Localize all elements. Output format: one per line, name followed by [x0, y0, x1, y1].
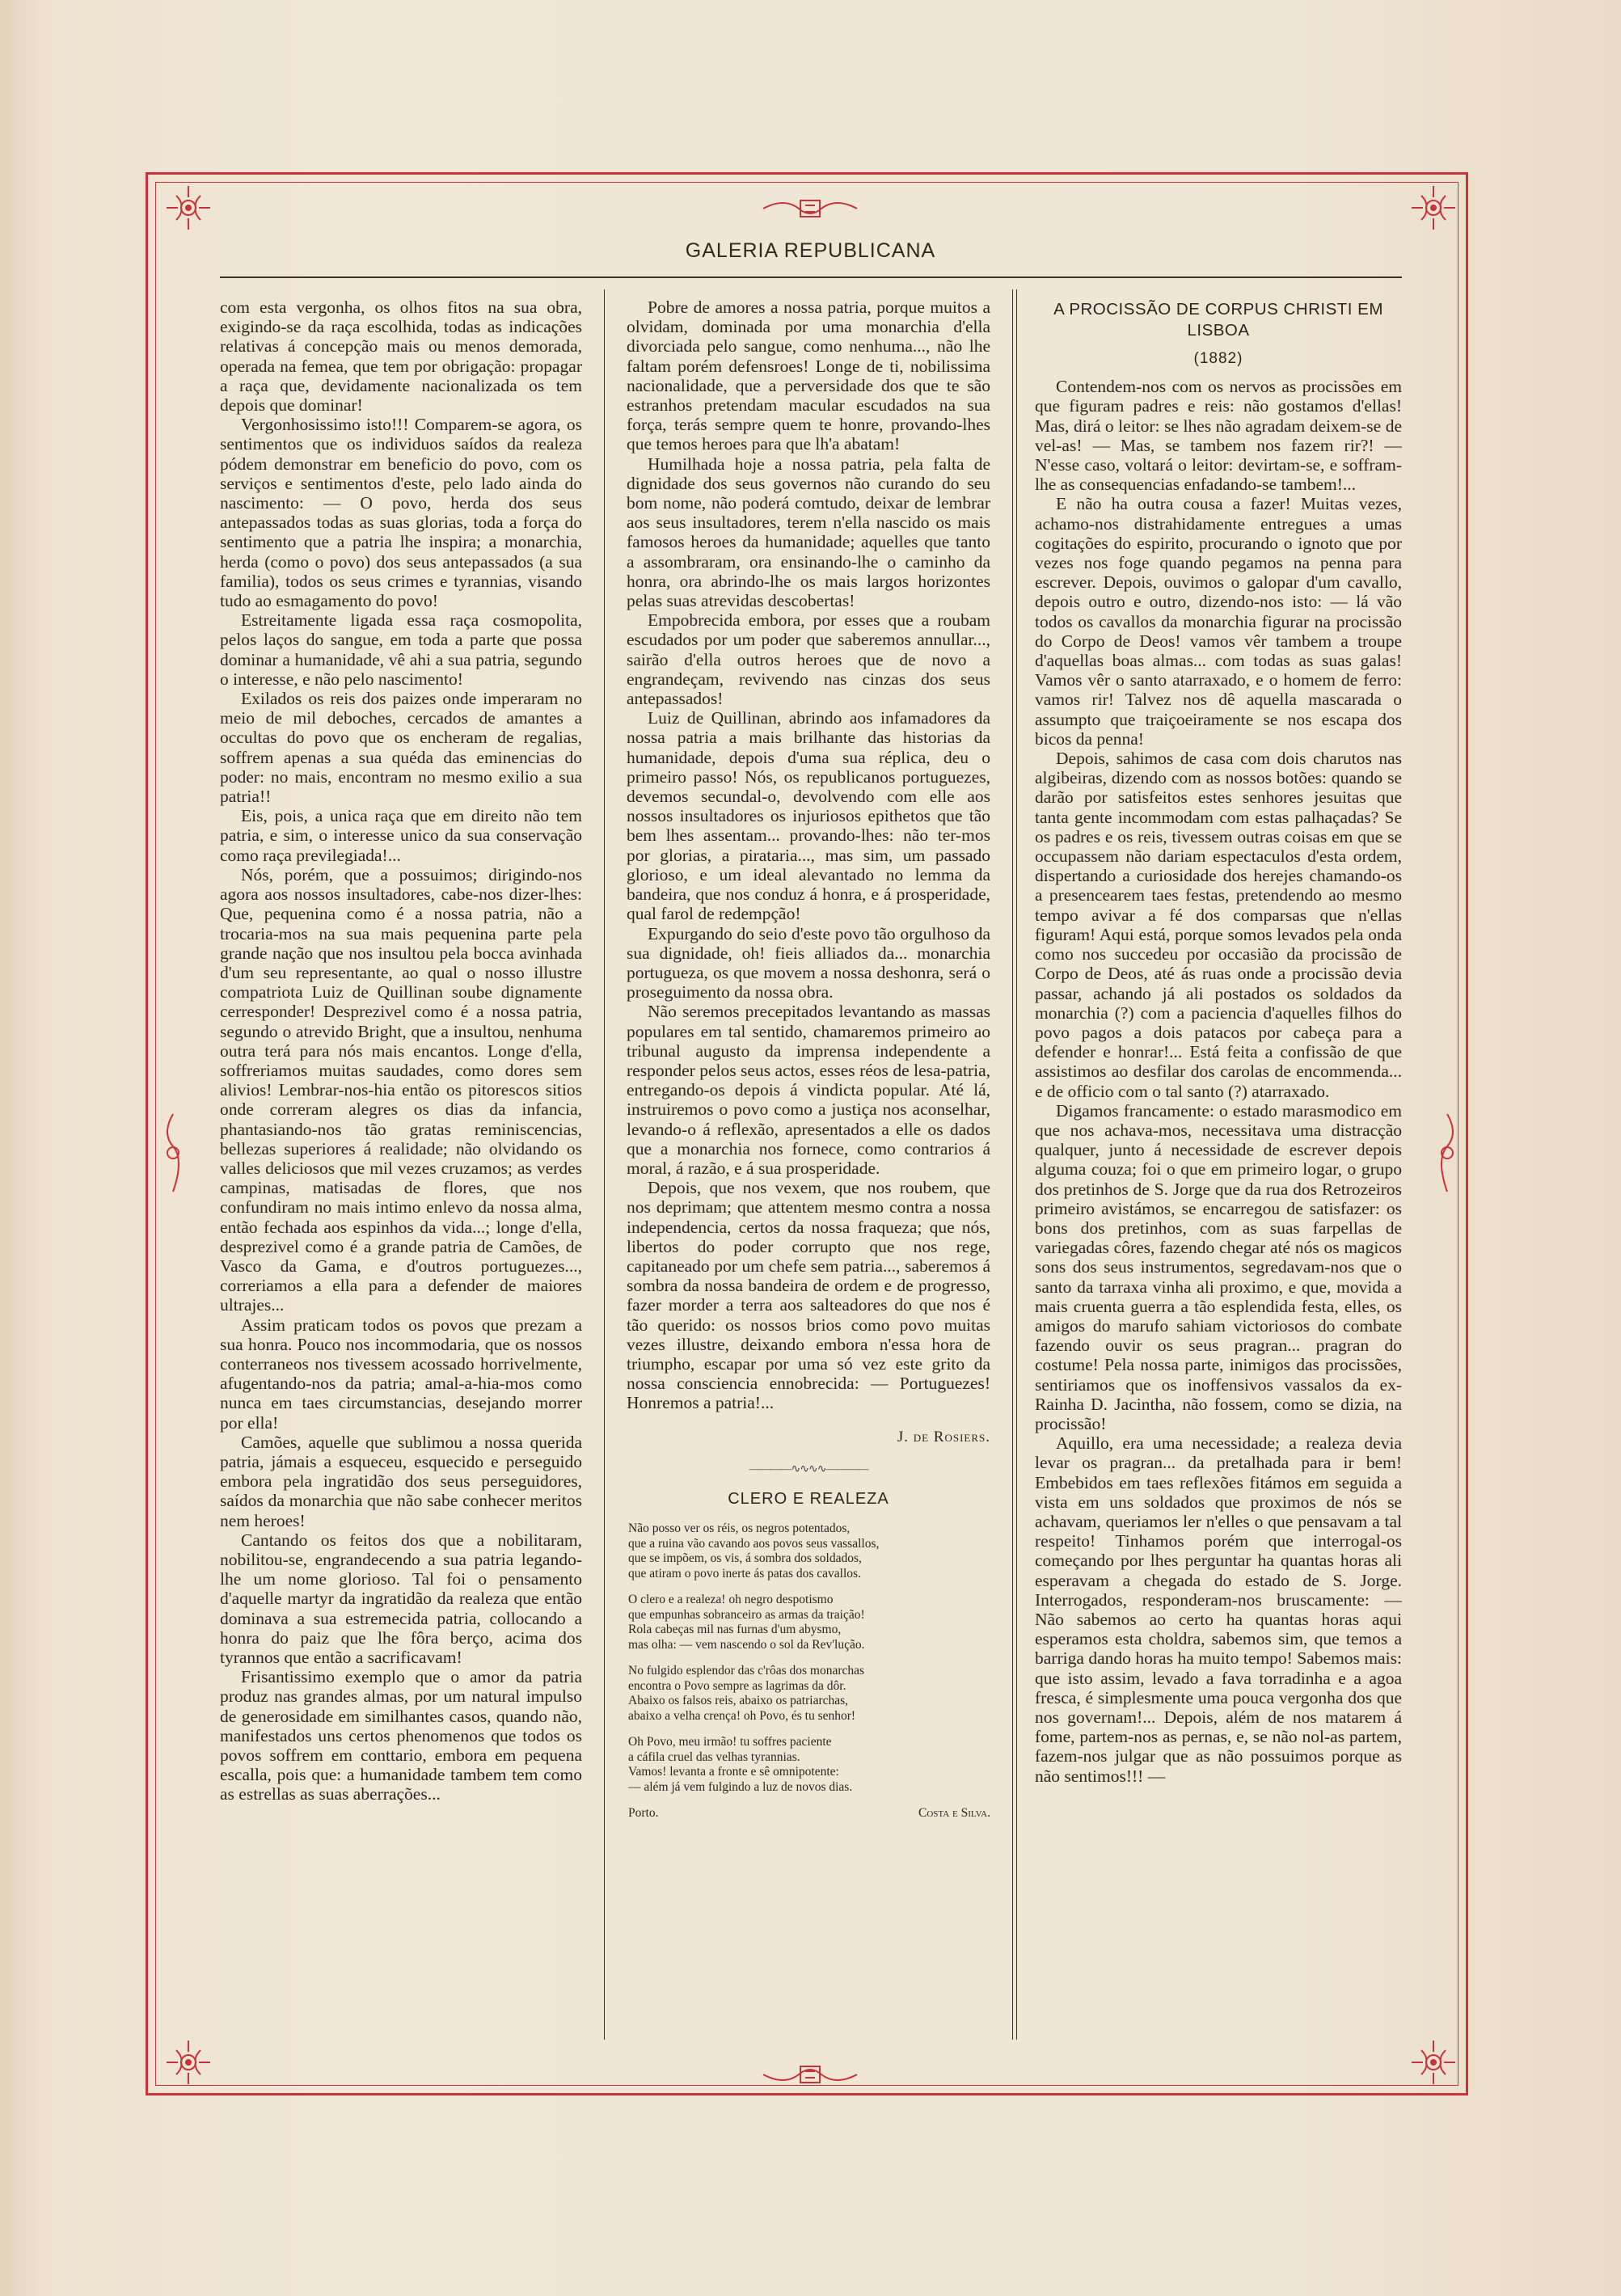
paragraph: Luiz de Quillinan, abrindo aos infamadores da nossa patria a mais brilhante das historias da humanidade, depois d'uma sua réplica, deu o primeiro passo! Nós, os republicanos portuguezes, devemos secundal-o, devolvendo com elle aos nossos insultadores os injuriosos epithetos que tão bem lhes assentam... provando-lhes: não ter-mos por glorias, a pirataria..., mas sim, um passado glorioso, e um ideal alevantado no lemma da bandeira, que nos conduz á honra, e á prosperidade, qual farol de redempção!	[627, 708, 990, 924]
article-year: (1882)	[1193, 350, 1243, 367]
paragraph: Assim praticam todos os povos que prezam a sua honra. Pouco nos incommodaria, que os nossos conterraneos nos tivessem acossado horrivelmente, afugentando-nos da patria; amal-a-hia-mos como nunca em taes circumstancias, desejando morrer por ella!	[220, 1315, 582, 1433]
corner-ornament-icon	[160, 179, 217, 236]
paragraph: Digamos francamente: o estado marasmodico em que nos achava-mos, necessitava uma distracção qualquer, junto á necessidade de escrever depois alguma couza; foi o que em primeiro logar, o grupo dos pretinhos de S. Jorge que da rua dos Retrozeiros primeiro avistámos, se encarregou de satisfazer: os bons dos pretinhos, com as suas farpellas de variegadas côres, fazendo chegar até nós os magicos sons dos seus instrumentos, segredavam-nos que o santo da tarraxa vinha ali proximo, e que, movida a mais cruenta guerra a tão esplendida festa, elles, os amigos do marufo sahiam victoriosos do combate fazendo ouvir os seus pragran... pragran do costume! Pela nossa parte, inimigos das procissões, sentiriamos que os inoffensivos vassalos da ex-Rainha D. Jacintha, não fossem, como se dizia, na procissão!	[1035, 1100, 1402, 1433]
poem-line: que se impõem, os vis, á sombra dos soldados,	[628, 1551, 862, 1566]
poem-line: Não posso ver os réis, os negros potentados,	[628, 1522, 851, 1536]
poem-stanza	[628, 1664, 990, 1724]
poem-line: que empunhas sobranceiro as armas da traição!	[628, 1607, 865, 1622]
corner-ornament-icon	[1405, 2034, 1462, 2091]
poem-line: Abaixo os falsos reis, abaixo os patriarchas,	[628, 1694, 849, 1708]
poem-line: que atiram o povo inerte ás patas dos cavallos.	[628, 1566, 861, 1581]
poem-line: a cáfila cruel das velhas tyrannias.	[628, 1749, 800, 1764]
paragraph: Frisantissimo exemplo que o amor da patria produz nas grandes almas, por um natural impulso de generosidade em similhantes casos, quando não, manifestados uns certos phenomenos que todos os povos soffrem em conttario, embora em pequena escalla, pois que: a humanidade tambem tem como as estrellas as suas aberrações...	[220, 1667, 582, 1804]
right-side-ornament-icon	[1433, 1112, 1462, 1197]
paragraph: Cantando os feitos dos que a nobilitaram, nobilitou-se, engrandecendo a sua patria legando-lhe um nome glorioso. Tal foi o pensamento d'aquelle martyr da ingratidão da realeza que então dominava a sua estremecida patria, collocando a honra do paiz que lhe fôra berço, acima dos tyrannos que então a sacrificavam!	[220, 1530, 582, 1668]
poem-line: — além já vem fulgindo a luz de novos dias.	[628, 1779, 853, 1794]
paragraph: Depois, sahimos de casa com dois charutos nas algibeiras, dizendo com as nossos botões: quando se darão por satisfeitos estes senhores jesuitas que tanta gente incommodam com estas palhaçadas? Se os padres e os reis, tivessem outras coisas em que se occupassem não dariam espectaculos d'esta ordem, dispertando a curiosidade dos herejes chamando-os a presencearem taes festas, pretendendo ao mesmo tempo avivar a fé dos comparsas que n'ellas figuram! Aqui está, porque somos levados pela onda como nos succedeu por occasião da procissão de Corpo de Deos, até ás ruas onde a procissão devia passar, achando já ali postados os soldados da monarchia (?) com a paciencia d'aquelles filhos do povo pagos a dois patacos por cabeça para a defender e honrar!... Está feita a confissão de que assistimos ao desfilar dos carolas de encommenda... e de officio com o tal santo (?) atarraxado.	[1035, 749, 1402, 1101]
paragraph: E não ha outra cousa a fazer! Muitas vezes, achamo-nos distrahidamente entregues a umas cogitações do espirito, procurando o ignoto que por vezes nos foge quando pegamos na penna para escrever. Depois, ouvimos o galopar d'um cavallo, depois outro e outro, dizendo-nos isto: — lá vão todos os cavallos da monarchia figurar na procissão do Corpo de Deos! vamos vêr tambem a troupe d'aquellas boas almas... com todas as suas galas! Vamos vêr o santo atarraxado, e o homem de ferro: vamos rir! Talvez nos dê aquella mascarada o assumpto que traiçoeiramente se nos escapa dos bicos da penna!	[1035, 494, 1402, 749]
text-column-2	[627, 298, 990, 2044]
poem-line: abaixo a velha crença! oh Povo, és tu senhor!	[628, 1708, 856, 1723]
poem-line: Oh Povo, meu irmão! tu soffres paciente	[628, 1735, 832, 1749]
text-column-3	[1035, 298, 1402, 2044]
left-side-ornament-icon	[158, 1112, 188, 1197]
poem-stanza	[628, 1593, 990, 1652]
paragraph: Não seremos precepitados levantando as massas populares em tal sentido, chamaremos primeiro ao tribunal augusto da imprensa independente a responder pelos seus actos, esses réos de lesa-patria, entregando-os depois á vindicta popular. Até lá, instruiremos o povo como a justiça nos aconselhar, levando-o á reflexão, apresentados a elle os dados que a monarchia nos fornece, como contrarios á moral, á razão, e á sua prosperidade.	[627, 1002, 990, 1178]
poem-line: que a ruina vão cavando aos povos seus vassallos,	[628, 1536, 880, 1551]
paragraph: Pobre de amores a nossa patria, porque muitos a olvidam, dominada por uma monarchia d'ella divorciada pelo sangue, como nenhuma..., não lhe faltam porém defensroes! Longe de ti, nobilissima nacionalidade, que a perversidade dos que te são estranhos pretendam macular escudados na sua força, terás sempre quem te honre, provando-lhes que temos heroes para que lh'a abatam!	[627, 298, 990, 454]
poem-author: Costa e Silva.	[918, 1806, 990, 1821]
column-divider	[1016, 289, 1017, 2040]
poem-line: No fulgido esplendor das c'rôas dos monarchas	[628, 1664, 865, 1678]
poem-title: CLERO E REALEZA	[728, 1489, 889, 1508]
poem-line: O clero e a realeza! oh negro despotismo	[628, 1593, 834, 1607]
paragraph: Estreitamente ligada essa raça cosmopolita, pelos laços do sangue, em toda a parte que possa dominar a humanidade, vê ahi a sua patria, segundo o interesse, e não pelo nascimento!	[220, 610, 582, 689]
poem-place: Porto.	[628, 1806, 659, 1821]
corner-ornament-icon	[1405, 179, 1462, 236]
column-divider	[604, 289, 605, 2040]
paragraph: Nós, porém, que a possuimos; dirigindo-nos agora aos nossos insultadores, cabe-nos dizer-lhes: Que, pequenina como é a nossa patria, não a trocaria-mos na sua mais pequenina parte pela grande nação que nos insultou pela bocca avinhada d'um seu representante, ao qual o nosso illustre compatriota Luiz de Quillinan soube dignamente cerresponder! Desprezivel como é a nossa patria, segundo o atrevido Bright, que a insultou, nenhuma outra terá para nós mais encantos. Longe d'ella, soffreriamos muitas saudades, como dores sem alivios! Lembrar-nos-hia então os pitorescos sitios onde correram alegres os dias da infancia, phantasiando-nos tão gratas reminiscencias, bellezas superiores á realidade; não olvidando os valles deliciosos que mil vezes cruzamos; as verdes campinas, matisadas de flores, que nos confundiram no mais intimo enlevo da nossa alma, então fechada aos espinhos da vida...; longe d'ella, desprezivel como é a grande patria de Camões, de Vasco da Gama, e d'outros portuguezes..., correriamos a ella para a defender de maiores ultrajes...	[220, 864, 582, 1315]
poem-stanza	[628, 1735, 990, 1795]
poem-line: Rola cabeças mil nas furnas d'um abysmo,	[628, 1623, 842, 1637]
paragraph: Aquillo, era uma necessidade; a realeza devia levar os pragran... da pretalhada para ir bem! Embebidos em taes reflexões fitámos em seguida a vista em uns soldados que proximos de nós se achavam, queriamos ler n'elles o que pensavam a tal respeito! Tinhamos porém que interrogal-os começando por lhes perguntar ha quantas horas ali esperavam a chegada do estado de S. Jorge. Interrogados, responderam-nos bruscamente: — Não sabemos ao certo ha quantas horas aqui esperamos esta choldra, sabemos sim, que temos a barriga dando horas ha muito tempo! Sabemos mais: que isto assim, levado a fava torradinha e a agoa fresca, é simplesmente uma pouca vergonha dos que nos governam!... Depois, além de nos matarem á fome, partem-nos as pernas, e, se não nol-as partem, fazem-nos julgar que as não possuimos porque as não sentimos!!! —	[1035, 1433, 1402, 1786]
article-title: A PROCISSÃO DE CORPUS CHRISTI EM LISBOA	[1053, 300, 1383, 340]
article-signature: J. de Rosiers.	[897, 1428, 990, 1446]
poem-stanza	[628, 1522, 990, 1581]
poem-footer	[628, 1806, 990, 1821]
paragraph: Depois, que nos vexem, que nos roubem, que nos deprimam; que attentem mesmo contra a nossa independencia, certos da nossa fraqueza; que nós, libertos do poder corrupto que nos rege, capitaneado por um chefe sem patria..., saberemos á sombra da nossa bandeira de ordem e de progresso, fazer morder a terra aos salteadores do que nos é tão querido: os nossos brios como povo muitas vezes illustre, deixando embora n'essa hora de triumpho, escapar por uma só vez este grito da nossa consciencia ennobrecida: — Portuguezes! Honremos a patria!...	[627, 1178, 990, 1413]
poem-line: Vamos! levanta a fronte e sê omnipotente:	[628, 1765, 839, 1779]
paragraph: Humilhada hoje a nossa patria, pela falta de dignidade dos seus governos não curando do seu bom nome, não poderá comtudo, deixar de lembrar aos seus insultadores, terem n'ella nascido os mais famosos heroes da humanidade; aquelles que tanto a assombraram, ora ensinando-lhe o caminho da honra, ora abrindo-lhe os mais largos horizontes pelas suas atrevidas descobertas!	[627, 454, 990, 611]
paragraph: Expurgando do seio d'este povo tão orgulhoso da sua dignidade, oh! fieis alliados da... monarchia portugueza, os que movem a nossa deshonra, será o proseguimento da nossa obra.	[627, 923, 990, 1002]
header-rule	[220, 276, 1402, 278]
paragraph: Vergonhosissimo isto!!! Comparem-se agora, os sentimentos que os individuos saídos da realeza pódem demonstrar em beneficio do povo, com os serviços e sentimentos d'este, pelo lado ainda do nascimento: — O povo, herda dos seus antepassados todas as suas glorias, toda a força do sentimento que a patria lhe inspira; a monarchia, herda (como o povo) dos seus antepassados (a sua familia), todos os seus crimes e tyrannias, visando tudo ao esmagamento do povo!	[220, 415, 582, 611]
bottom-center-ornament-icon	[760, 2060, 860, 2093]
poem	[627, 1522, 990, 1821]
paragraph: Empobrecida embora, por esses que a roubam escudados por um poder que saberemos annullar..., sairão d'ella outros heroes que de novo a engrandeçam, revivendo nas cinzas dos seus antepassados!	[627, 610, 990, 709]
paragraph: com esta vergonha, os olhos fitos na sua obra, exigindo-se da raça escolhida, todas as indicações relativas á concepção mais ou menos demorada, operada na femea, que tem por obrigação: propagar a raça que, devidamente nacionalizada os tem depois que dominar!	[220, 298, 582, 416]
top-center-ornament-icon	[760, 194, 860, 227]
text-column-1	[220, 298, 582, 2044]
paragraph: Eis, pois, a unica raça que em direito não tem patria, e sim, o interesse unico da sua conservação como raça previlegiada!...	[220, 806, 582, 865]
paragraph: Contendem-nos com os nervos as procissões em que figuram padres e reis: não gostamos d'ellas! Mas, dirá o leitor: se lhes não agradam deixem-se de vel-as! — Mas, se tambem nos fazem rir?! — N'esse caso, voltará o leitor: devirtam-se, e soffram-lhe as consequencias enfadando-se tambem!...	[1035, 377, 1402, 495]
column-divider	[1012, 289, 1013, 2040]
corner-ornament-icon	[160, 2034, 217, 2091]
paragraph: Exilados os reis dos paizes onde imperaram no meio de mil deboches, cercados de amantes a occultas do povo que os encheram de regalias, soffrem apenas a sua quéda das eminencias do poder: no mais, encontram no mesmo exilio a sua patria!!	[220, 689, 582, 807]
poem-line: encontra o Povo sempre as lagrimas da dôr.	[628, 1678, 846, 1693]
paragraph: Camões, aquelle que sublimou a nossa querida patria, jámais a esqueceu, esquecido e perseguido embora pela ingratidão dos seus perseguidores, saídos da monarchia que não sabe conhecer meritos nem heroes!	[220, 1432, 582, 1530]
page-header-title: GALERIA REPUBLICANA	[685, 239, 936, 262]
section-separator: ————∿∿∿∿————	[749, 1462, 868, 1475]
poem-line: mas olha: — vem nascendo o sol da Rev'lução.	[628, 1637, 865, 1652]
